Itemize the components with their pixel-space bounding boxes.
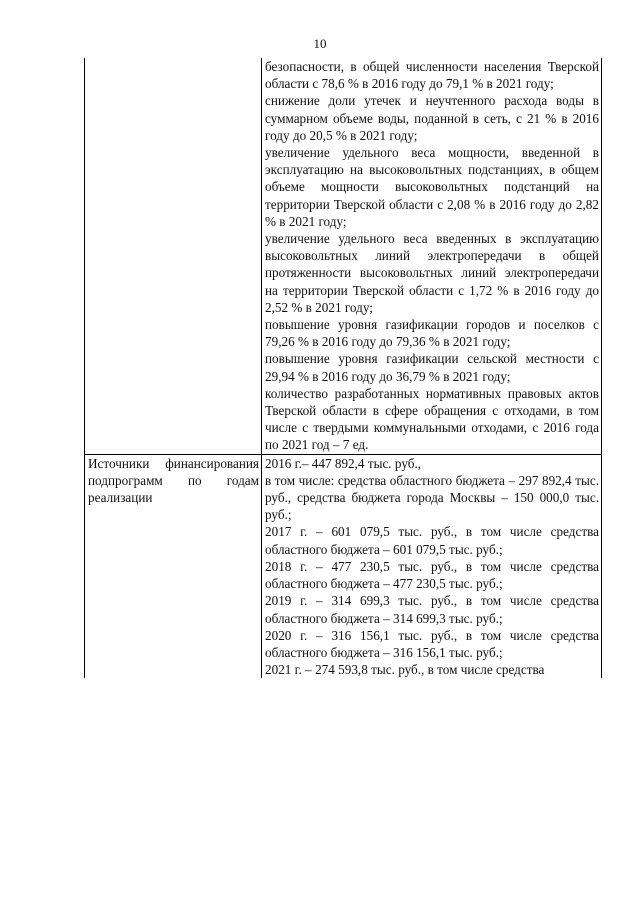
table-row <box>85 454 602 678</box>
row-label-cell <box>85 58 262 454</box>
funding-sources-label: Источники финансирования подпрограмм по годам реализации <box>85 454 262 678</box>
funding-cell <box>262 454 602 678</box>
funding-item: в том числе: средства областного бюджета – 297 892,4 тыс. руб., средства бюджета города Москвы – 150 000,0 тыс. руб.; <box>265 472 599 523</box>
funding-item: 2016 г.– 447 892,4 тыс. руб., <box>265 455 422 471</box>
indicator-item: повышение уровня газификации сельской местности с 29,94 % в 2016 году до 36,79 % в 2021 году; <box>265 351 599 384</box>
table-row <box>85 58 602 454</box>
indicator-item: безопасности, в общей численности населения Тверской области с 78,6 % в 2016 году до 79,1 % в 2021 году; <box>265 59 599 92</box>
indicator-item: повышение уровня газификации городов и поселков с 79,26 % в 2016 году до 79,36 % в 2021 году; <box>265 317 599 350</box>
funding-item: 2021 г. – 274 593,8 тыс. руб., в том числе средства <box>265 662 545 678</box>
program-passport-table <box>84 58 602 678</box>
funding-item: 2020 г. – 316 156,1 тыс. руб., в том числе средства областного бюджета – 316 156,1 тыс. руб.; <box>265 627 599 660</box>
indicator-item: снижение доли утечек и неучтенного расхода воды в суммарном объеме воды, поданной в сеть, с 21 % в 2016 году до 20,5 % в 2021 году; <box>265 93 599 143</box>
indicator-item: количество разработанных нормативных правовых актов Тверской области в сфере обращения с отходами, в том числе с твердыми коммунальными отходами, с 2016 года по 2021 год – 7 ед. <box>265 385 599 453</box>
funding-item: 2019 г. – 314 699,3 тыс. руб., в том числе средства областного бюджета – 314 699,3 тыс. руб.; <box>265 593 599 626</box>
page-number: 10 <box>313 36 327 51</box>
indicator-item: увеличение удельного веса мощности, введенной в эксплуатацию на высоковольтных подстанциях, в общем объеме мощности высоковольтных подстанций на территории Тверской области с 2,08 % в 2016 году до 2,82 % в 2021 году; <box>265 145 599 229</box>
funding-item: 2018 г. – 477 230,5 тыс. руб., в том числе средства областного бюджета – 477 230,5 тыс. руб.; <box>265 558 599 592</box>
indicators-cell <box>262 58 602 454</box>
funding-item: 2017 г. – 601 079,5 тыс. руб., в том числе средства областного бюджета – 601 079,5 тыс. руб.; <box>265 524 599 557</box>
indicator-item: увеличение удельного веса введенных в эксплуатацию высоковольтных линий электропередачи в общей протяженности высоковольтных линий электропередачи на территории Тверской области с 1,72 % в 2016 году до 2,52 % в 2021 году; <box>265 231 599 315</box>
